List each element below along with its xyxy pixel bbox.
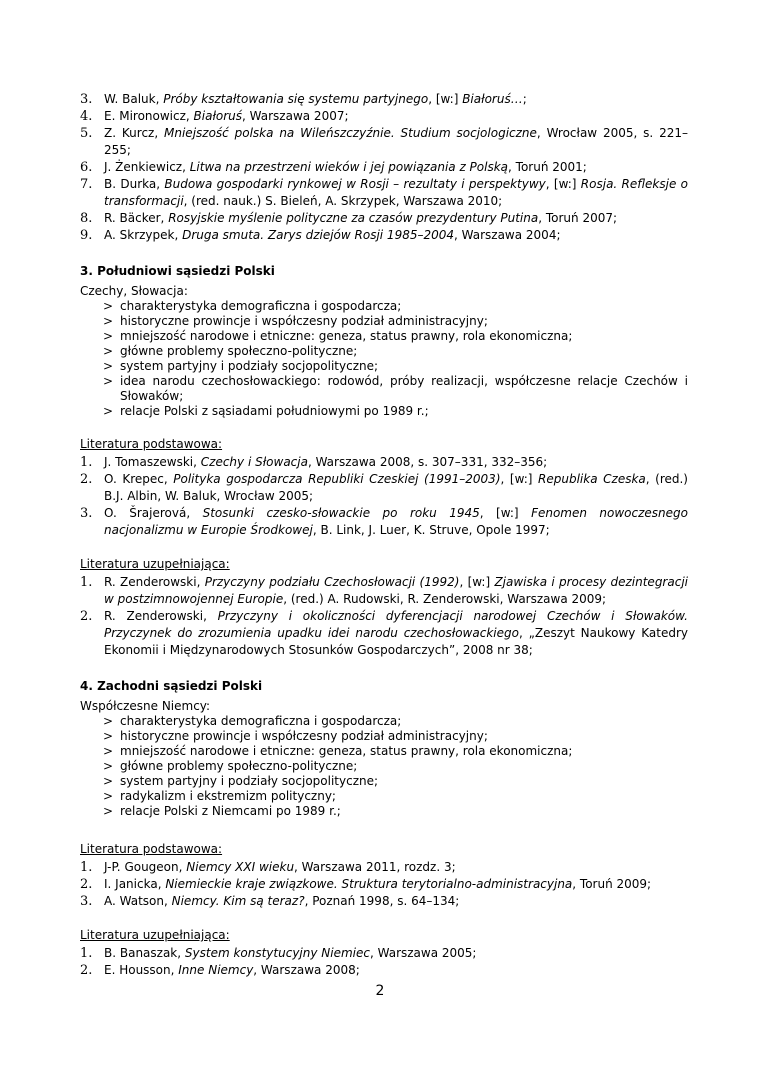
reference-item (80, 893, 688, 910)
topic-item (80, 299, 688, 314)
reference-text: , (red.) A. Rudowski, R. Zenderowski, Warszawa 2009; (283, 592, 607, 606)
reference-number: 3. (80, 92, 93, 107)
reference-title: Niemieckie kraje związkowe. Struktura terytorialno-administracyjna (165, 877, 573, 891)
top-reference-list (80, 91, 688, 244)
reference-number: 1. (80, 455, 93, 470)
reference-text: E. Housson, (104, 963, 179, 977)
topic-text: radykalizm i ekstremizm polityczny; (120, 789, 336, 803)
bullet-arrow-icon: > (103, 804, 114, 818)
reference-title: Republika Czeska (538, 472, 646, 486)
topic-text: relacje Polski z sąsiadami południowymi po 1989 r.; (120, 404, 429, 418)
reference-text: , Wrocław 2005, s. 221–255; (104, 126, 688, 157)
reference-text: B. Durka, (104, 177, 165, 191)
section-4-extra-literature (80, 945, 688, 979)
reference-text: J. Tomaszewski, (104, 455, 201, 469)
reference-title: Rosyjskie myślenie polityczne za czasów prezydentury Putina (168, 211, 539, 225)
reference-text: B. Banaszak, (104, 946, 185, 960)
reference-item (80, 859, 688, 876)
reference-text: , [w:] (500, 472, 539, 486)
reference-title: Zjawiska i procesy dezintegracji w postzimnowojennej Europie (104, 575, 688, 606)
bullet-arrow-icon: > (103, 729, 114, 743)
reference-title: Druga smuta. Zarys dziejów Rosji 1985–2004 (182, 228, 455, 242)
reference-text: O. Krepec, (104, 472, 174, 486)
reference-number: 1. (80, 946, 93, 961)
reference-number: 9. (80, 228, 93, 243)
reference-title: Stosunki czesko-słowackie po roku 1945 (202, 506, 480, 520)
section-4-basic-literature-heading: Literatura podstawowa: (80, 842, 223, 856)
reference-item (80, 91, 688, 108)
reference-item (80, 454, 688, 471)
reference-item (80, 608, 688, 659)
bullet-arrow-icon: > (103, 299, 114, 313)
section-4-topics (80, 714, 688, 819)
reference-text: , [w:] (545, 177, 581, 191)
reference-title: Białoruś (193, 109, 243, 123)
reference-text: , „Zeszyt Naukowy Katedry Ekonomii i Międzynarodowych Stosunków Gospodarczych”, 2008 nr 38; (104, 626, 689, 657)
reference-text: R. Zenderowski, (104, 609, 218, 623)
topic-text: historyczne prowincje i współczesny podział administracyjny; (120, 729, 488, 743)
bullet-arrow-icon: > (103, 329, 114, 343)
reference-text: O. Šrajerová, (104, 506, 203, 520)
topic-item (80, 374, 688, 404)
topic-item (80, 729, 688, 744)
reference-title: Białoruś… (462, 92, 523, 106)
reference-text: , Toruń 2007; (538, 211, 618, 225)
topic-text: relacje Polski z Niemcami po 1989 r.; (120, 804, 341, 818)
section-3-topics (80, 299, 688, 419)
reference-text: J. Żenkiewicz, (104, 160, 190, 174)
topic-text: główne problemy społeczno-polityczne; (120, 344, 358, 358)
topic-item (80, 344, 688, 359)
reference-title: Fenomen nowoczesnego nacjonalizmu w Europie Środkowej (104, 506, 689, 537)
topic-item (80, 329, 688, 344)
reference-title: Próby kształtowania się systemu partyjnego (163, 92, 429, 106)
reference-text: , Poznań 1998, s. 64–134; (304, 894, 460, 908)
section-3-basic-literature-heading: Literatura podstawowa: (80, 437, 223, 451)
reference-item (80, 505, 688, 539)
section-4-title: 4. Zachodni sąsiedzi Polski (80, 679, 263, 693)
bullet-arrow-icon: > (103, 714, 114, 728)
reference-text: W. Baluk, (104, 92, 164, 106)
section-3-extra-literature-heading: Literatura uzupełniająca: (80, 557, 230, 571)
reference-title: Polityka gospodarcza Republiki Czeskiej (1991–2003) (173, 472, 501, 486)
reference-text: , [w:] (459, 575, 495, 589)
reference-title: Litwa na przestrzeni wieków i jej powiązania z Polską (189, 160, 509, 174)
reference-text: , Warszawa 2008; (253, 963, 360, 977)
topic-text: charakterystyka demograficzna i gospodarcza; (120, 299, 402, 313)
reference-item (80, 125, 688, 159)
reference-text: , (red. nauk.) S. Bieleń, A. Skrzypek, Warszawa 2010; (183, 194, 503, 208)
topic-item (80, 789, 688, 804)
reference-text: , Toruń 2009; (572, 877, 652, 891)
reference-number: 1. (80, 860, 93, 875)
section-4-extra-literature-heading: Literatura uzupełniająca: (80, 928, 230, 942)
topic-text: system partyjny i podziały socjopolityczne; (120, 774, 379, 788)
section-3-title: 3. Południowi sąsiedzi Polski (80, 264, 275, 278)
reference-item (80, 471, 688, 505)
reference-text: , Warszawa 2008, s. 307–331, 332–356; (307, 455, 548, 469)
reference-number: 2. (80, 877, 93, 892)
reference-title: Niemcy XXI wieku (186, 860, 295, 874)
reference-number: 3. (80, 894, 93, 909)
reference-text: ; (522, 92, 527, 106)
reference-title: Czechy i Słowacja (200, 455, 308, 469)
topic-item (80, 774, 688, 789)
reference-number: 7. (80, 177, 93, 192)
reference-number: 8. (80, 211, 93, 226)
topic-text: idea narodu czechosłowackiego: rodowód, próby realizacji, współczesne relacje Czechów i Słowaków; (120, 374, 688, 403)
reference-item (80, 945, 688, 962)
bullet-arrow-icon: > (103, 789, 114, 803)
topic-item (80, 404, 688, 419)
reference-title: Inne Niemcy (178, 963, 254, 977)
reference-item (80, 227, 688, 244)
reference-number: 2. (80, 609, 93, 624)
topic-text: historyczne prowincje i współczesny podział administracyjny; (120, 314, 488, 328)
topic-text: mniejszość narodowe i etniczne: geneza, status prawny, rola ekonomiczna; (120, 329, 573, 343)
bullet-arrow-icon: > (103, 404, 114, 418)
reference-number: 2. (80, 472, 93, 487)
bullet-arrow-icon: > (103, 759, 114, 773)
reference-text: , Warszawa 2004; (454, 228, 561, 242)
topic-item (80, 359, 688, 374)
reference-text: , B. Link, J. Luer, K. Struve, Opole 1997; (312, 523, 550, 537)
reference-text: Z. Kurcz, (104, 126, 165, 140)
bullet-arrow-icon: > (103, 774, 114, 788)
section-3-extra-literature (80, 574, 688, 659)
reference-title: System konstytucyjny Niemiec (184, 946, 370, 960)
reference-text: , Warszawa 2011, rozdz. 3; (294, 860, 456, 874)
reference-text: , Warszawa 2007; (242, 109, 349, 123)
page-content (80, 91, 688, 979)
bullet-arrow-icon: > (103, 314, 114, 328)
reference-number: 4. (80, 109, 93, 124)
reference-title: Rosja. Refleksje o transformacji (104, 177, 688, 208)
reference-number: 1. (80, 575, 93, 590)
reference-text: E. Mironowicz, (104, 109, 194, 123)
bullet-arrow-icon: > (103, 359, 114, 373)
reference-number: 5. (80, 126, 93, 141)
reference-text: A. Watson, (104, 894, 172, 908)
topic-text: główne problemy społeczno-polityczne; (120, 759, 358, 773)
section-4-basic-literature (80, 859, 688, 910)
topic-item (80, 759, 688, 774)
section-3-basic-literature (80, 454, 688, 539)
reference-text: J-P. Gougeon, (104, 860, 187, 874)
reference-item (80, 159, 688, 176)
reference-title: Niemcy. Kim są teraz? (171, 894, 305, 908)
reference-item (80, 210, 688, 227)
bullet-arrow-icon: > (103, 374, 114, 388)
reference-text: , [w:] (479, 506, 532, 520)
section-4-intro: Współczesne Niemcy: (80, 699, 211, 713)
topic-text: system partyjny i podziały socjopolityczne; (120, 359, 379, 373)
reference-item (80, 574, 688, 608)
topic-item (80, 804, 688, 819)
reference-number: 2. (80, 963, 93, 978)
reference-text: , Toruń 2001; (508, 160, 587, 174)
reference-title: Budowa gospodarki rynkowej w Rosji – rezultaty i perspektywy (164, 177, 546, 191)
reference-title: Mniejszość polska na Wileńszczyźnie. Studium socjologiczne (164, 126, 537, 140)
topic-item (80, 314, 688, 329)
bullet-arrow-icon: > (103, 344, 114, 358)
reference-item (80, 876, 688, 893)
page-number: 2 (375, 983, 385, 999)
reference-item (80, 176, 688, 210)
section-3-intro: Czechy, Słowacja: (80, 284, 188, 298)
reference-text: A. Skrzypek, (104, 228, 183, 242)
reference-title: Przyczyny podziału Czechosłowacji (1992) (204, 575, 460, 589)
topic-text: charakterystyka demograficzna i gospodarcza; (120, 714, 402, 728)
reference-title: Przyczyny i okoliczności dyferencjacji narodowej Czechów i Słowaków. Przyczynek do zrozumienia upadku idei narodu czechosłowackiego (104, 609, 688, 640)
reference-text: , (red.) B.J. Albin, W. Baluk, Wrocław 2005; (104, 472, 688, 503)
reference-number: 6. (80, 160, 93, 175)
reference-text: R. Zenderowski, (104, 575, 205, 589)
reference-item (80, 108, 688, 125)
reference-text: , Warszawa 2005; (369, 946, 477, 960)
reference-text: I. Janicka, (104, 877, 166, 891)
topic-item (80, 744, 688, 759)
reference-text: R. Bäcker, (104, 211, 169, 225)
reference-text: , [w:] (428, 92, 463, 106)
topic-item (80, 714, 688, 729)
reference-number: 3. (80, 506, 93, 521)
bullet-arrow-icon: > (103, 744, 114, 758)
reference-item (80, 962, 688, 979)
topic-text: mniejszość narodowe i etniczne: geneza, status prawny, rola ekonomiczna; (120, 744, 573, 758)
